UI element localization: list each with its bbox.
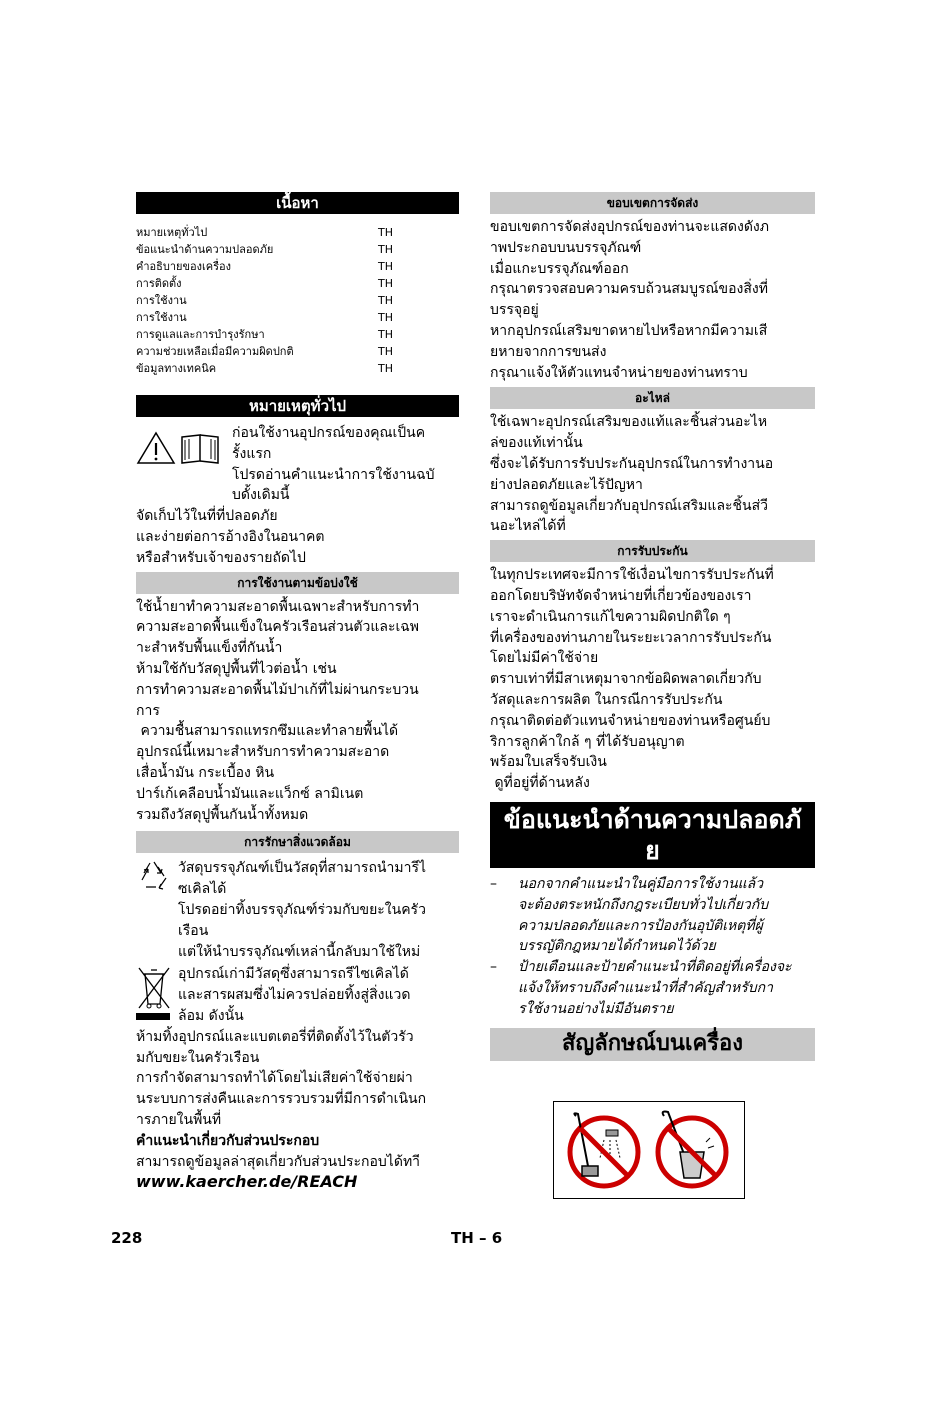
toc-code: TH [378, 311, 393, 324]
toc-label: การดูแลและการบำรุงรักษา [136, 328, 265, 341]
disposal-text: อุปกรณ์เก่ามีวัสดุซึ่งสามารถรีไซเคิลได้ และสารผสมซึ่งไม่ควรปล่อยทิ้งสู่สิ่งแวด ล้อม ดังนั้น [178, 966, 411, 1024]
spare-parts-text: ใช้เฉพาะอุปกรณ์เสริมของแท้และชิ้นส่วนอะไห ล่ของแท้เท่านั้น ซึ่งจะได้รับการรับประกันอุปกรณ์ในการทำงานอ ย่างปลอดภัยและไร้ปัญหา สามารถดูข้อมูลเกี่ยวกับอุปกรณ์เสริมและชิ้นส่วี นอะไหล่ได้ที่ [490, 414, 774, 535]
toc-row[interactable] [136, 224, 459, 241]
list-item [490, 874, 815, 957]
toc-row[interactable] [136, 326, 459, 343]
toc-row[interactable] [136, 241, 459, 258]
warranty-text: ในทุกประเทศจะมีการใช้เงื่อนไขการรับประกันที่ ออกโดยบริษัทจัดจำหน่ายที่เกี่ยวข้องของเรา เราจะดำเนินการแก้ไขความผิดปกติใด ๆ ที่เครื่องของท่านภายในระยะเวลาการรับประกัน โดยไม่มีค่าใช้จ่าย ตราบเท่าที่มีสาเหตุมาจากข้อผิดพลาดเกี่ยวกับ วัสดุและการผลิต ในกรณีการรับประกัน กรุณาติดต่อตัวแทนจำหน่ายของท่านหรือศูนย์บ ริการลูกค้าใกล้ ๆ ที่ได้รับอนุญาต พร้อมใบเสร็จรับเงิน ดูที่อยู่ที่ด้านหลัง [490, 567, 774, 792]
bullet-text: ป้ายเตือนและป้ายคำแนะนำที่ติดอยู่ที่เครื่องจะ แจ้งให้ทราบถึงคำแนะนำที่สำคัญสำหรับกา รใช้งานอย่างไม่มีอันตราย [518, 959, 792, 1017]
crossed-bin-icon [136, 964, 178, 1026]
toc-label: การใช้งาน [136, 311, 187, 324]
storage-note: จัดเก็บไว้ในที่ที่ปลอดภัย และง่ายต่อการอ้างอิงในอนาคต หรือสำหรับเจ้าของรายถัดไป [136, 508, 325, 566]
toc-code: TH [378, 260, 393, 273]
read-manual-notice [136, 423, 459, 506]
device-symbols-panel [553, 1101, 745, 1199]
contents-heading: เนื้อหา [136, 192, 459, 214]
general-notes-heading: หมายเหตุทั่วไป [136, 395, 459, 417]
toc-label: หมายเหตุทั่วไป [136, 226, 208, 239]
bullet-text: นอกจากคำแนะนำในคู่มือการใช้งานแล้ว จะต้องตระหนักถึงกฎระเบียบทั่วไปเกี่ยวกับ ความปลอดภัยและการป้องกันอุบัติเหตุที่ผู้ บรรญัติกฎหมายได้กำหนดไว้ด้วย [518, 875, 769, 955]
components-text: สามารถดูข้อมูลล่าสุดเกี่ยวกับส่วนประกอบได้ทาี [136, 1153, 421, 1170]
page-code: TH – 6 [451, 1229, 503, 1247]
toc-label: คำอธิบายของเครื่อง [136, 260, 231, 273]
environment-heading: การรักษาสิ่งแวดล้อม [136, 831, 459, 853]
reach-link[interactable]: www.kaercher.de/REACH [136, 1172, 358, 1192]
toc-code: TH [378, 328, 393, 341]
toc-code: TH [378, 277, 393, 290]
recycle-text: วัสดุบรรจุภัณฑ์เป็นวัสดุที่สามารถนำมารีไ ซเคิลได้ โปรดอย่าทิ้งบรรจุภัณฑ์ร่วมกับขยะในครัว เรือน แต่ให้นำบรรจุภัณฑ์เหล่านี้กลับมาใช้ใหม่ [178, 860, 427, 960]
read-manual-text: ก่อนใช้งานอุปกรณ์ของคุณเป็นค รั้งแรก โปรดอ่านคำแนะนำการใช้งานฉบั บดั้งเดิมนี้ [232, 425, 435, 504]
no-shower-icon [570, 1113, 638, 1186]
recycle-notice [136, 858, 459, 962]
left-column [136, 192, 459, 1193]
intended-use-heading: การใช้งานตามข้อบ่งใช้ [136, 572, 459, 594]
book-icon [182, 435, 218, 463]
symbols-heading: สัญลักษณ์บนเครื่อง [490, 1028, 815, 1061]
components-heading: คำแนะนำเกี่ยวกับส่วนประกอบ [136, 1132, 320, 1149]
toc-row[interactable] [136, 275, 459, 292]
toc-code: TH [378, 294, 393, 307]
page-number: 228 [111, 1229, 143, 1247]
no-immersion-icon [658, 1111, 726, 1186]
toc-code: TH [378, 345, 393, 358]
toc-label: การใช้งาน [136, 294, 187, 307]
scope-heading: ขอบเขตการจัดส่ง [490, 192, 815, 214]
no-rinsing-symbols [554, 1102, 744, 1198]
warranty-heading: การรับประกัน [490, 540, 815, 562]
disposal-details: ห้ามทิ้งอุปกรณ์และแบตเตอรี่ที่ติดตั้งไว้ในตัวรัว มกับขยะในครัวเรือน การกำจัดสามารถทำได้โดยไม่เสียค่าใช้จ่ายผ่า นระบบการส่งคืนและการรวบรวมที่มีการดำเนินก ารภายในพื้นที่ [136, 1028, 427, 1128]
toc-row[interactable] [136, 258, 459, 275]
notice-icons [136, 423, 232, 469]
right-column [490, 192, 815, 1199]
warning-triangle-icon [136, 431, 226, 465]
disposal-notice [136, 964, 459, 1026]
safety-heading: ข้อแนะนำด้านความปลอดภั ย [490, 802, 815, 868]
toc-row[interactable] [136, 360, 459, 377]
toc-label: ข้อแนะนำด้านความปลอดภัย [136, 243, 274, 256]
scope-text: ขอบเขตการจัดส่งอุปกรณ์ของท่านจะแสดงดังภ าพประกอบบนบรรจุภัณฑ์ เมื่อแกะบรรจุภัณฑ์ออก กรุณาตรวจสอบความครบถ้วนสมบูรณ์ของสิ่งที่ บรรจุอยู่ หากอุปกรณ์เสริมขาดหายไปหรือหากมีความเสี ยหายจากการขนส่ง กรุณาแจ้งให้ตัวแทนจำหน่ายของท่านทราบ [490, 219, 769, 381]
bullet-dash: – [490, 959, 497, 976]
toc-row[interactable] [136, 309, 459, 326]
intended-use-text: ใช้น้ำยาทำความสะอาดพื้นเฉพาะสำหรับการทำ ความสะอาดพื้นแข็งในครัวเรือนส่วนตัวและเฉพ าะสำหรับพื้นแข็งที่กันน้ำ ห้ามใช้กับวัสดุปูพื้นที่ไวต่อน้ำ เช่น การทำความสะอาดพื้นไม้ปาเก้ที่ไม่ผ่านกระบวน การ ความชื้นสามารถแทรกซึมและทำลายพื้นได้ อุปกรณ์นี้เหมาะสำหรับการทำความสะอาด เสื่อน้ำมัน กระเบื้อง หิน ปาร์เก้เคลือบน้ำมันและแว็กซ์ ลามิเนต รวมถึงวัสดุปูพื้นกันน้ำทั้งหมด [136, 598, 420, 823]
toc-row[interactable] [136, 343, 459, 360]
toc-label: ความช่วยเหลือเมื่อมีความผิดปกติ [136, 345, 294, 358]
toc-code: TH [378, 243, 393, 256]
recycle-icon [136, 858, 178, 896]
list-item [490, 957, 815, 1019]
toc-label: การติดตั้ง [136, 277, 182, 290]
safety-list [490, 874, 815, 1020]
bullet-dash: – [490, 875, 497, 892]
toc-code: TH [378, 362, 393, 375]
spare-parts-heading: อะไหล่ [490, 387, 815, 409]
toc-row[interactable] [136, 292, 459, 309]
toc-code: TH [378, 226, 393, 239]
table-of-contents [136, 224, 459, 377]
toc-label: ข้อมูลทางเทคนิค [136, 362, 217, 375]
